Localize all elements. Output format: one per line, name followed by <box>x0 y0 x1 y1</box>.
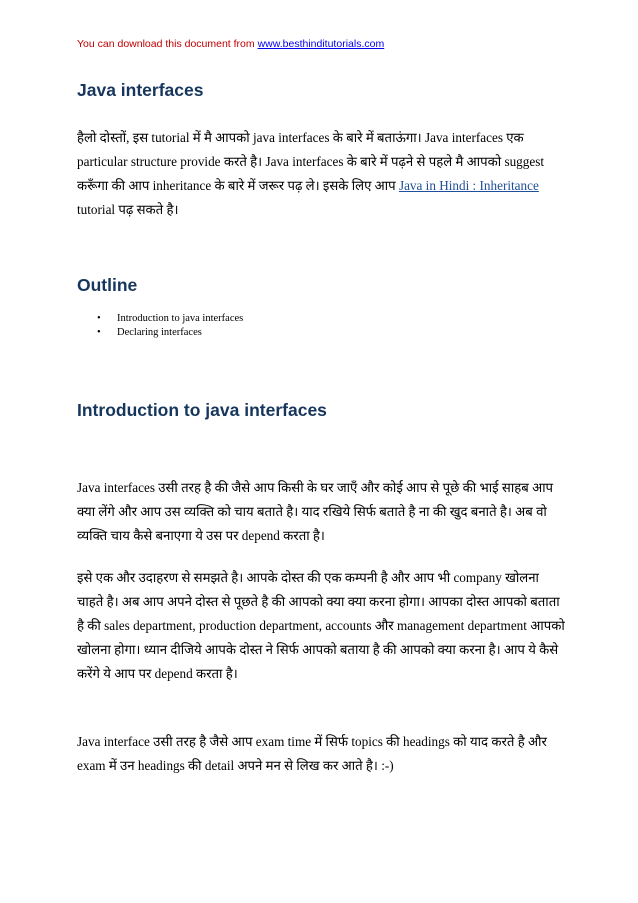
intro-text-2: tutorial पढ़ सकते है। <box>77 202 179 217</box>
intro-paragraph <box>77 126 565 222</box>
paragraph-1: Java interfaces उसी तरह है की जैसे आप किसी के घर जाएँ और कोई आप से पूछे की भाई साहब आप क्या लेंगे और आप उस व्यक्ति को चाय बताते है। याद रखिये सिर्फ बताते है ना की खुद बनाते है। अब वो व्यक्ति चाय कैसे बनाएगा ये उस पर depend करता है। <box>77 480 554 543</box>
outline-item-label: Introduction to java interfaces <box>117 313 244 324</box>
outline-item <box>77 326 243 340</box>
bullet-icon: • <box>97 327 101 338</box>
outline-heading: Outline <box>77 275 138 295</box>
introduction-heading: Introduction to java interfaces <box>77 400 327 420</box>
download-note-text: You can download this document from <box>77 38 258 50</box>
outline-item <box>77 312 243 326</box>
bullet-icon: • <box>97 313 101 324</box>
outline-list <box>77 312 243 340</box>
paragraph-2: इसे एक और उदाहरण से समझते है। आपके दोस्त की एक कम्पनी है और आप भी company खोलना चाहते है। अब आप अपने दोस्त से पूछते है की आपको क्या क्या करना होगा। आपका दोस्त आपको बताता है की sales department, production department, accounts और management department आपको खोलना होगा। ध्यान दीजिये आपके दोस्त ने सिर्फ आपको बताया है की आपको क्या करना है। आप ये कैसे करेंगे ये आप पर depend करता है। <box>77 570 565 681</box>
page-title: Java interfaces <box>77 80 204 100</box>
website-link[interactable]: www.besthinditutorials.com <box>257 38 385 50</box>
inheritance-tutorial-link[interactable]: Java in Hindi : Inheritance <box>398 178 539 193</box>
paragraph-3: Java interface उसी तरह है जैसे आप exam time में सिर्फ topics की headings को याद करते है और exam में उन headings की detail अपने मन से लिख कर आते है। :-) <box>77 734 547 773</box>
intro-text-1: हैलो दोस्तों, इस tutorial में मै आपको java interfaces के बारे में बताऊंगा। Java interfaces एक particular structure provide करते है। Java interfaces के बारे में पढ़ने से पहले मै आपको suggest करूँगा की आप inheritance के बारे में जरूर पढ़ ले। इसके लिए आप <box>77 130 545 193</box>
outline-item-label: Declaring interfaces <box>117 327 202 338</box>
download-note <box>77 38 384 50</box>
